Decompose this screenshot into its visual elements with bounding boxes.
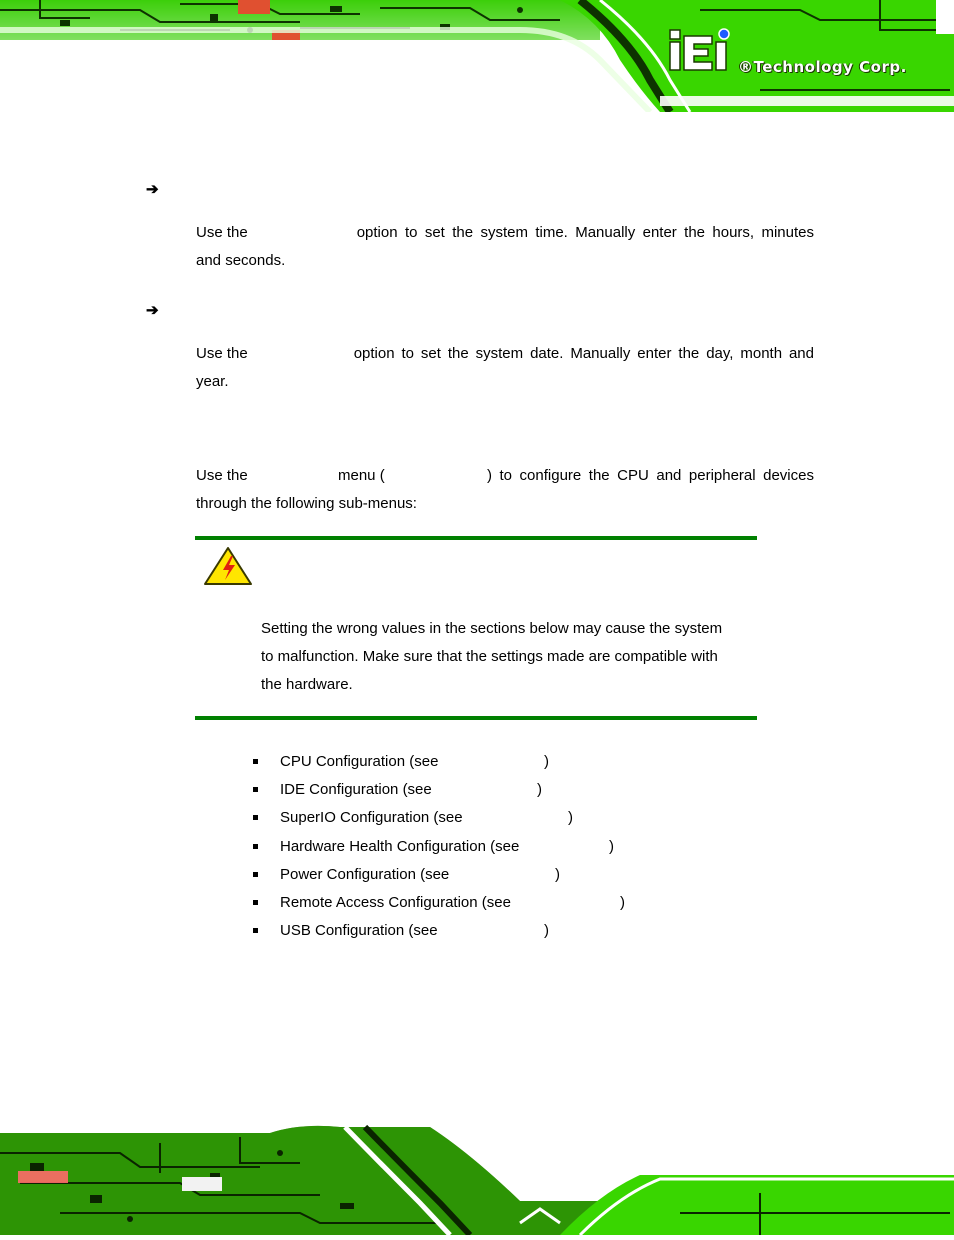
iei-logo — [668, 28, 734, 72]
advanced-menu-open: menu ( — [338, 467, 385, 484]
bullet-square-icon — [253, 928, 258, 933]
system-date-paragraph — [196, 340, 814, 396]
bullet-square-icon — [253, 787, 258, 792]
bullet-square-icon — [253, 872, 258, 877]
system-time-line2: and seconds. — [196, 252, 286, 269]
iei-logo-icon — [668, 28, 734, 72]
submenu-close: ) — [568, 809, 573, 827]
warning-line-1: Setting the wrong values in the sections below may cause the system — [261, 620, 723, 637]
submenu-close: ) — [537, 781, 542, 799]
advanced-menu-after: ) to configure the CPU and peripheral devices — [487, 467, 814, 484]
system-date-line2: year. — [196, 373, 229, 390]
list-item — [280, 748, 780, 776]
system-time-text-start: Use the — [196, 224, 248, 241]
bullet-square-icon — [253, 759, 258, 764]
list-item — [280, 804, 780, 832]
submenu-label: USB Configuration (see — [280, 922, 438, 940]
warning-top-rule — [195, 536, 757, 540]
header-banner — [0, 0, 954, 112]
warning-bottom-rule — [195, 716, 757, 720]
submenu-label: CPU Configuration (see — [280, 753, 439, 770]
system-time-arrow: ➔ — [146, 181, 159, 198]
submenu-label: IDE Configuration (see — [280, 781, 432, 799]
warning-line-3: the hardware. — [261, 676, 353, 693]
warning-line-2: to malfunction. Make sure that the settings made are compatible with — [261, 648, 718, 665]
submenu-label: SuperIO Configuration (see — [280, 809, 463, 827]
list-item — [280, 917, 780, 945]
advanced-menu-paragraph — [196, 462, 814, 518]
warning-message — [261, 615, 751, 699]
list-item — [280, 833, 780, 861]
system-date-text-rest: option to set the system date. Manually enter the day, month and — [353, 345, 814, 362]
submenu-close: ) — [544, 753, 549, 770]
company-name: ®Technology Corp. — [738, 58, 907, 76]
bullet-square-icon — [253, 900, 258, 905]
submenu-close: ) — [620, 893, 625, 911]
bullet-square-icon — [253, 815, 258, 820]
system-time-paragraph — [196, 219, 814, 275]
circuit-board-header-graphic — [0, 0, 954, 112]
list-item — [280, 861, 780, 889]
system-time-text-rest: option to set the system time. Manually enter the hours, minutes — [356, 224, 814, 241]
list-item — [280, 776, 780, 804]
list-item — [280, 889, 780, 917]
advanced-use-the: Use the — [196, 467, 248, 484]
circuit-board-footer-graphic — [0, 1123, 954, 1235]
submenu-label: Remote Access Configuration (see — [280, 893, 511, 911]
submenu-label: Power Configuration (see — [280, 865, 450, 883]
submenu-close: ) — [544, 922, 549, 940]
advanced-line2: through the following sub-menus: — [196, 495, 417, 512]
submenu-list — [280, 748, 780, 945]
system-date-text-start: Use the — [196, 345, 248, 362]
submenu-close: ) — [609, 837, 614, 855]
submenu-label: Hardware Health Configuration (see — [280, 837, 520, 855]
bullet-square-icon — [253, 844, 258, 849]
warning-lightning-icon — [203, 546, 253, 586]
footer-banner — [0, 1123, 954, 1235]
submenu-close: ) — [555, 865, 560, 883]
system-date-arrow: ➔ — [146, 302, 159, 319]
